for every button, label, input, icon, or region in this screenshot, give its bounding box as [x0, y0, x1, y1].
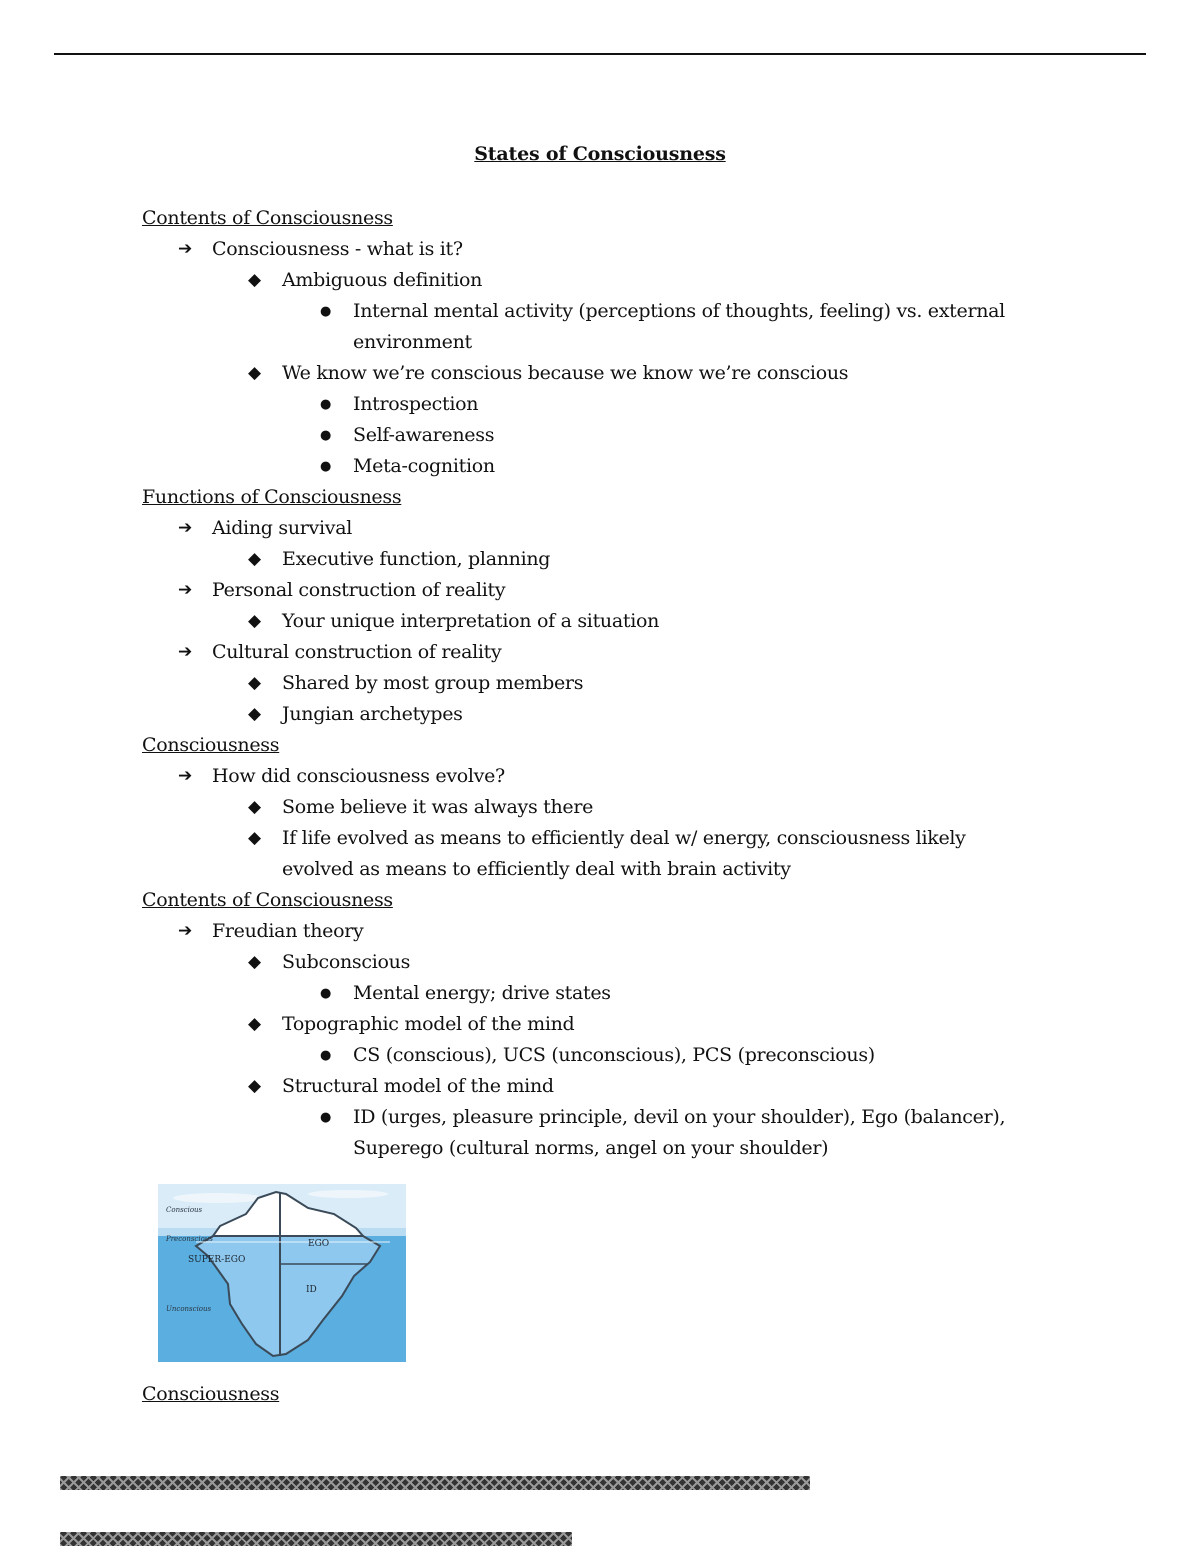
list-item-text: Mental energy; drive states — [353, 982, 611, 1004]
list-item — [142, 823, 1042, 885]
label-preconscious: Preconscious — [166, 1235, 213, 1243]
list-item — [142, 978, 1042, 1009]
top-rule — [54, 53, 1146, 55]
label-conscious: Conscious — [166, 1206, 203, 1214]
list-item — [142, 296, 1042, 358]
diamond-bullet-icon: ◆ — [248, 828, 261, 848]
dot-bullet-icon: ● — [320, 304, 332, 319]
arrow-bullet-icon: ➔ — [178, 921, 192, 941]
iceberg-diagram — [158, 1184, 406, 1362]
diamond-bullet-icon: ◆ — [248, 704, 261, 724]
list-item-text: Shared by most group members — [282, 672, 584, 694]
dot-bullet-icon: ● — [320, 1048, 332, 1063]
list-item — [142, 947, 1042, 978]
diamond-bullet-icon: ◆ — [248, 270, 261, 290]
list-item-text: Subconscious — [282, 951, 411, 973]
list-item-text: Consciousness - what is it? — [212, 238, 463, 260]
arrow-bullet-icon: ➔ — [178, 766, 192, 786]
diamond-bullet-icon: ◆ — [248, 549, 261, 569]
list-item-text: How did consciousness evolve? — [212, 765, 505, 787]
list-item — [142, 1102, 1042, 1164]
arrow-bullet-icon: ➔ — [178, 642, 192, 662]
diamond-bullet-icon: ◆ — [248, 611, 261, 631]
list-item-text: ID (urges, pleasure principle, devil on your shoulder), Ego (balancer), Superego (cultural norms, angel on your shoulder) — [353, 1106, 1006, 1159]
label-ego: EGO — [308, 1239, 330, 1249]
list-item-text: Introspection — [353, 393, 479, 415]
list-item — [142, 451, 1042, 482]
cloud — [173, 1193, 263, 1203]
section-heading: Functions of Consciousness — [142, 486, 402, 508]
list-item — [142, 1009, 1042, 1040]
section-heading: Contents of Consciousness — [142, 207, 393, 229]
list-item-text: Executive function, planning — [282, 548, 551, 570]
list-item-text: Ambiguous definition — [282, 269, 483, 291]
diamond-bullet-icon: ◆ — [248, 363, 261, 383]
list-item — [142, 637, 1042, 668]
label-id: ID — [306, 1285, 317, 1295]
list-item-text: Internal mental activity (perceptions of thoughts, feeling) vs. external environment — [353, 300, 1005, 353]
section-heading: Contents of Consciousness — [142, 889, 393, 911]
list-item — [142, 358, 1042, 389]
list-item-text: Some believe it was always there — [282, 796, 594, 818]
redacted-text-bar — [60, 1476, 810, 1490]
list-item-text: Cultural construction of reality — [212, 641, 502, 663]
outline — [142, 203, 1042, 1164]
page-title: States of Consciousness — [474, 143, 726, 165]
label-superego: SUPER-EGO — [188, 1255, 246, 1265]
list-item-text: Aiding survival — [212, 517, 352, 539]
diamond-bullet-icon: ◆ — [248, 952, 261, 972]
redacted-text-bar — [60, 1532, 572, 1546]
arrow-bullet-icon: ➔ — [178, 580, 192, 600]
list-item — [142, 699, 1042, 730]
list-item — [142, 606, 1042, 637]
list-item — [142, 234, 1042, 265]
diamond-bullet-icon: ◆ — [248, 797, 261, 817]
list-item-text: CS (conscious), UCS (unconscious), PCS (preconscious) — [353, 1044, 875, 1066]
list-item — [142, 420, 1042, 451]
list-item-text: Your unique interpretation of a situation — [282, 610, 660, 632]
list-item — [142, 1040, 1042, 1071]
list-item — [142, 792, 1042, 823]
cloud — [308, 1190, 388, 1198]
diamond-bullet-icon: ◆ — [248, 1076, 261, 1096]
list-item-text: Self-awareness — [353, 424, 495, 446]
list-item-text: Meta-cognition — [353, 455, 495, 477]
dot-bullet-icon: ● — [320, 428, 332, 443]
dot-bullet-icon: ● — [320, 459, 332, 474]
diamond-bullet-icon: ◆ — [248, 1014, 261, 1034]
diamond-bullet-icon: ◆ — [248, 673, 261, 693]
list-item-text: Freudian theory — [212, 920, 364, 942]
label-unconscious: Unconscious — [166, 1305, 212, 1313]
list-item — [142, 389, 1042, 420]
closing-heading: Consciousness — [142, 1383, 280, 1405]
list-item — [142, 761, 1042, 792]
list-item — [142, 575, 1042, 606]
arrow-bullet-icon: ➔ — [178, 518, 192, 538]
list-item — [142, 265, 1042, 296]
list-item — [142, 1071, 1042, 1102]
arrow-bullet-icon: ➔ — [178, 239, 192, 259]
list-item-text: Topographic model of the mind — [282, 1013, 575, 1035]
section-heading: Consciousness — [142, 734, 280, 756]
dot-bullet-icon: ● — [320, 397, 332, 412]
dot-bullet-icon: ● — [320, 1110, 332, 1125]
list-item-text: We know we’re conscious because we know we’re conscious — [282, 362, 849, 384]
list-item — [142, 544, 1042, 575]
list-item-text: Jungian archetypes — [282, 703, 463, 725]
dot-bullet-icon: ● — [320, 986, 332, 1001]
list-item-text: Personal construction of reality — [212, 579, 506, 601]
list-item — [142, 916, 1042, 947]
list-item-text: If life evolved as means to efficiently deal w/ energy, consciousness likely evolved as means to efficiently deal with brain activity — [282, 827, 966, 880]
list-item-text: Structural model of the mind — [282, 1075, 554, 1097]
list-item — [142, 668, 1042, 699]
list-item — [142, 513, 1042, 544]
